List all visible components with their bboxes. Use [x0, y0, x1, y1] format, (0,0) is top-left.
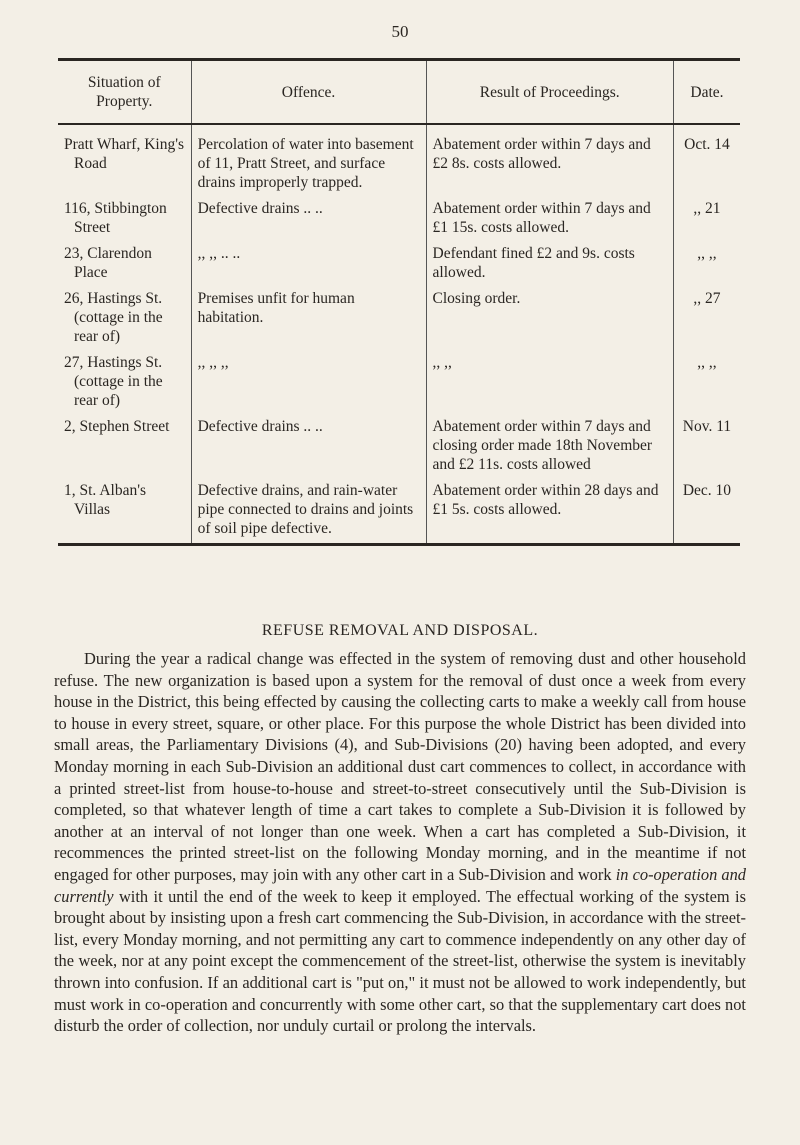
cell-result: Defendant fined £2 and 9s. costs allowed. — [426, 242, 673, 287]
table-row — [58, 351, 740, 415]
cell-date: ,, ,, — [673, 351, 740, 415]
cell-offence: Percolation of water into basement of 11, Pratt Street, and surface drains improperly trapped. — [191, 124, 426, 197]
cell-date: Oct. 14 — [673, 124, 740, 197]
header-offence: Offence. — [191, 60, 426, 125]
cell-offence: ,, ,, .. .. — [191, 242, 426, 287]
cell-result: ,, ,, — [426, 351, 673, 415]
cell-date: ,, ,, — [673, 242, 740, 287]
paragraph-italic-phrase: in co-operation and currently — [54, 864, 747, 906]
cell-location: 2, Stephen Street — [64, 418, 170, 435]
cell-location: 23, Clarendon Place — [64, 245, 152, 281]
cell-location: 27, Hastings St. (cottage in the rear of) — [64, 354, 163, 409]
table-row — [58, 479, 740, 545]
table-row — [58, 124, 740, 197]
table-row — [58, 242, 740, 287]
table-header-row — [58, 60, 740, 125]
cell-result: Closing order. — [426, 287, 673, 351]
table-row — [58, 287, 740, 351]
cell-location: 26, Hastings St. (cottage in the rear of) — [64, 290, 163, 345]
proceedings-table-container — [58, 58, 740, 546]
body-paragraph — [54, 648, 746, 1037]
paragraph-text-b: with it until the end of the week to keep it employed. The effectual working of the system is brought about by insisting upon a fresh cart commencing the Sub-Division, in accordance with the street-list, every Monday morning, and not permitting any cart to commence independently on any other day of the week, nor at any point except the commencement of the street-list, otherwise the system is inevitably thrown into confusion. If an additional cart is "put on," it must not be allowed to work independently, but must work in co-operation and concurrently with some other cart, so that the supplementary cart does not disturb the order of collection, nor unduly curtail or prolong the intervals. — [54, 886, 746, 1036]
proceedings-table — [58, 58, 740, 546]
cell-result: Abatement order within 28 days and £1 5s. costs allowed. — [426, 479, 673, 545]
cell-date: Dec. 10 — [673, 479, 740, 545]
header-situation: Situation of Property. — [58, 60, 191, 125]
cell-result: Abatement order within 7 days and £2 8s. costs allowed. — [426, 124, 673, 197]
table-row — [58, 197, 740, 242]
cell-location: Pratt Wharf, King's Road — [64, 136, 185, 172]
cell-date: Nov. 11 — [673, 415, 740, 479]
section-title: REFUSE REMOVAL AND DISPOSAL. — [261, 622, 539, 639]
cell-offence: Premises unfit for human habitation. — [191, 287, 426, 351]
cell-date: ,, 27 — [673, 287, 740, 351]
page-number: 50 — [391, 22, 409, 41]
header-result: Result of Proceedings. — [426, 60, 673, 125]
cell-result: Abatement order within 7 days and £1 15s. costs allowed. — [426, 197, 673, 242]
paragraph-text-a: During the year a radical change was effected in the system of removing dust and other household refuse. The new organization is based upon a system for the removal of dust once a week from every house in the District, this being effected by causing the collecting carts to make a weekly call from house to house in every street, square, or other place. For this purpose the whole District has been divided into small areas, the Parliamentary Divisions (4), and Sub-Divisions (20) having been adopted, and every Monday morning in each Sub-Division an additional dust cart commences to collect, in accordance with a printed street-list from house-to-house and street-to-street consecutively until the Sub-Division is completed, so that whatever length of time a cart takes to complete a Sub-Division it is followed by another at an interval of not longer than one week. When a cart has completed a Sub-Division, it recommences the printed street-list on the following Monday morning, and in the meantime if not engaged for other purposes, may join with any other cart in a Sub-Division and work — [54, 649, 746, 884]
cell-offence: Defective drains, and rain-water pipe connected to drains and joints of soil pipe defective. — [191, 479, 426, 545]
cell-offence: Defective drains .. .. — [191, 415, 426, 479]
cell-result: Abatement order within 7 days and closing order made 18th November and £2 11s. costs allowed — [426, 415, 673, 479]
header-date: Date. — [673, 60, 740, 125]
table-row — [58, 415, 740, 479]
cell-offence: ,, ,, ,, — [191, 351, 426, 415]
cell-location: 116, Stibbington Street — [64, 200, 167, 236]
cell-location: 1, St. Alban's Villas — [58, 479, 191, 545]
cell-offence: Defective drains .. .. — [191, 197, 426, 242]
cell-date: ,, 21 — [673, 197, 740, 242]
